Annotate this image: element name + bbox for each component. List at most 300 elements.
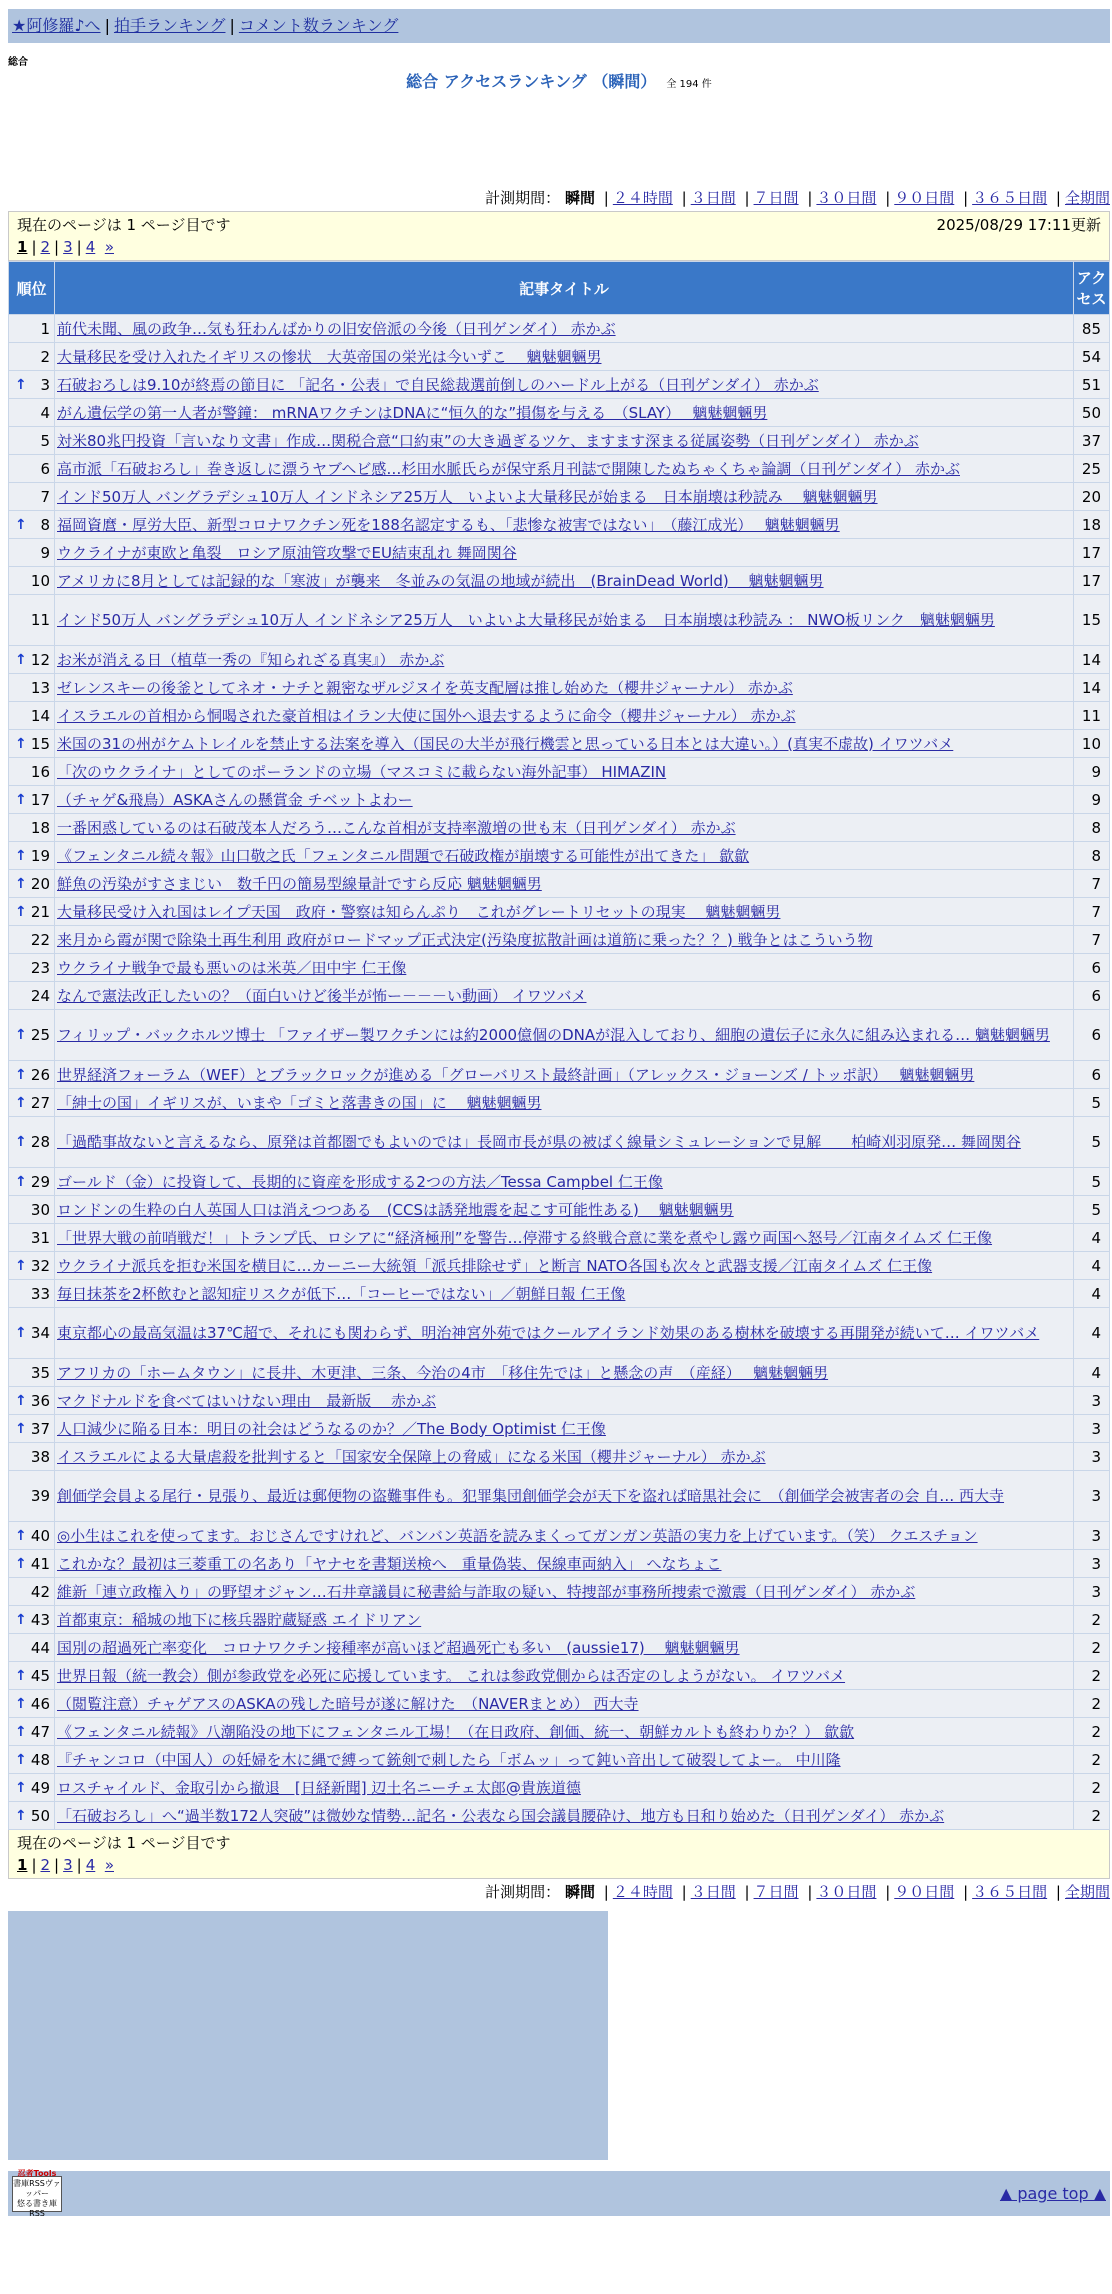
period-separator: | <box>681 189 687 207</box>
period-option[interactable]: ２４時間 <box>612 189 673 207</box>
rank-number: 34 <box>30 1324 50 1342</box>
title-cell <box>55 1280 1074 1308</box>
title-cell <box>55 567 1074 595</box>
rank-cell <box>9 567 55 595</box>
article-title-link[interactable]: 大量移民を受け入れたイギリスの惨状 大英帝国の栄光は今いずこ 魑魅魍魎男 <box>57 347 602 366</box>
article-title-link[interactable]: 前代未聞、風の政争…気も狂わんばかりの旧安倍派の今後（日刊ゲンダイ） 赤かぶ <box>57 319 616 338</box>
title-cell <box>55 1662 1074 1690</box>
access-count: 51 <box>1074 371 1110 399</box>
article-title-link[interactable]: （チャゲ&飛鳥）ASKAさんの懸賞金 チベットよわー <box>57 790 413 809</box>
article-title-link[interactable]: ◎小生はこれを使ってます。おじさんですけれど、バンバン英語を読みまくってガンガン英語の実力を上げています。（笑） クエスチョン <box>57 1526 978 1545</box>
article-title-link[interactable]: アフリカの「ホームタウン」に長井、木更津、三条、今治の4市 「移住先では」と懸念の声 （産経） 魑魅魍魎男 <box>57 1363 829 1382</box>
table-row <box>9 1196 1110 1224</box>
rank-cell <box>9 1196 55 1224</box>
rank-number: 30 <box>30 1200 50 1219</box>
title-cell <box>55 1802 1074 1830</box>
article-title-link[interactable]: 大量移民受け入れ国はレイプ天国 政府・警察は知らんぷり これがグレートリセットの現実 魑魅魍魎男 <box>57 902 781 921</box>
rank-up-arrow-icon: ↑ <box>15 847 27 864</box>
nav-link-comment-ranking[interactable]: コメント数ランキング <box>238 16 399 35</box>
access-count: 3 <box>1074 1387 1110 1415</box>
title-cell <box>55 1252 1074 1280</box>
article-title-link[interactable]: 『チャンコロ（中国人）の妊婦を木に縄で縛って銃剣で刺したら「ボムッ」って鈍い音出して破裂してよー。 中川隆 <box>57 1750 841 1769</box>
title-cell <box>55 315 1074 343</box>
rank-up-arrow-icon: ↑ <box>15 903 27 920</box>
access-count: 4 <box>1074 1252 1110 1280</box>
title-cell <box>55 1387 1074 1415</box>
access-count: 8 <box>1074 814 1110 842</box>
article-title-link[interactable]: がん遺伝学の第一人者が警鐘： mRNAワクチンはDNAに“恒久的な”損傷を与える （SLAY） 魑魅魍魎男 <box>57 403 768 422</box>
table-row <box>9 1415 1110 1443</box>
page-info-row <box>17 1832 1101 1854</box>
rank-cell <box>9 1280 55 1308</box>
page-separator: | <box>76 1856 82 1874</box>
rank-number: 29 <box>30 1172 50 1191</box>
table-row <box>9 730 1110 758</box>
page-link[interactable]: 3 <box>63 238 73 256</box>
rank-cell <box>9 1387 55 1415</box>
rank-up-arrow-icon: ↑ <box>15 1695 27 1712</box>
page-separator: | <box>31 1856 37 1874</box>
rank-cell <box>9 674 55 702</box>
rank-cell <box>9 371 55 399</box>
access-count: 3 <box>1074 1578 1110 1606</box>
table-row <box>9 1359 1110 1387</box>
table-row <box>9 1443 1110 1471</box>
rank-cell <box>9 1415 55 1443</box>
access-count: 14 <box>1074 646 1110 674</box>
article-title-link[interactable]: 世界日報（統一教会）側が参政党を必死に応援しています。 これは参政党側からは否定のしようがない。 イワツバメ <box>57 1666 846 1685</box>
period-option[interactable]: 全期間 <box>1064 1883 1110 1901</box>
article-title-link[interactable]: 毎日抹茶を2杯飲むと認知症リスクが低下…「コーヒーではない」／朝鮮日報 仁王像 <box>57 1284 626 1303</box>
rank-cell <box>9 1690 55 1718</box>
access-count: 8 <box>1074 842 1110 870</box>
table-row <box>9 842 1110 870</box>
article-title-link[interactable]: マクドナルドを食べてはいけない理由 最新版 赤かぶ <box>57 1391 437 1410</box>
rank-cell <box>9 1359 55 1387</box>
rank-number: 43 <box>30 1610 50 1629</box>
rank-number: 38 <box>30 1447 50 1466</box>
access-count: 2 <box>1074 1802 1110 1830</box>
rank-number: 16 <box>30 762 50 781</box>
article-title-link[interactable]: 首都東京：稲城の地下に核兵器貯蔵疑惑 エイドリアン <box>57 1610 422 1629</box>
access-count: 54 <box>1074 343 1110 371</box>
title-cell <box>55 842 1074 870</box>
table-row <box>9 1117 1110 1168</box>
article-title-link[interactable]: アメリカに8月としては記録的な「寒波」が襲来 冬並みの気温の地域が続出 (BrainDead World) 魑魅魍魎男 <box>57 571 824 590</box>
article-title-link[interactable]: 国別の超過死亡率変化 コロナワクチン接種率が高いほど超過死亡も多い (aussie17) 魑魅魍魎男 <box>57 1638 740 1657</box>
ad-spacer <box>8 93 1110 185</box>
title-cell <box>55 1010 1074 1061</box>
rank-number: 25 <box>30 1026 50 1044</box>
rank-up-arrow-icon: ↑ <box>15 1027 27 1043</box>
rank-cell <box>9 898 55 926</box>
table-row <box>9 427 1110 455</box>
access-count: 4 <box>1074 1280 1110 1308</box>
period-option[interactable]: ７日間 <box>753 1883 799 1901</box>
article-title-link[interactable]: ウクライナ戦争で最も悪いのは米英／田中宇 仁王像 <box>57 958 407 977</box>
access-count: 10 <box>1074 730 1110 758</box>
rank-number: 23 <box>30 958 50 977</box>
rank-number: 31 <box>30 1228 50 1247</box>
rank-cell <box>9 1522 55 1550</box>
rank-up-arrow-icon: ↑ <box>15 516 27 533</box>
table-row <box>9 1718 1110 1746</box>
article-title-link[interactable]: 高市派「石破おろし」巻き返しに漂うヤブヘビ感…杉田水脈氏らが保守系月刊誌で開陳したぬちゃくちゃ論調（日刊ゲンダイ） 赤かぶ <box>57 459 960 478</box>
pagination-bottom <box>8 1830 1110 1879</box>
access-count: 14 <box>1074 674 1110 702</box>
rank-number: 36 <box>30 1391 50 1410</box>
article-title-link[interactable]: 「石破おろし」へ“過半数172人突破”は微妙な情勢…記名・公表なら国会議員腰砕け、地方も日和り始めた（日刊ゲンダイ） 赤かぶ <box>57 1806 945 1825</box>
rank-cell <box>9 1117 55 1168</box>
title-cell <box>55 483 1074 511</box>
period-option[interactable]: ３６５日間 <box>972 189 1048 207</box>
article-title-link[interactable]: 「紳士の国」イギリスが、いまや「ゴミと落書きの国」に 魑魅魍魎男 <box>57 1093 542 1112</box>
rank-number: 42 <box>30 1582 50 1601</box>
access-count: 3 <box>1074 1550 1110 1578</box>
article-title-link[interactable]: ゴールド（金）に投資して、長期的に資産を形成する2つの方法／Tessa Campbel 仁王像 <box>57 1172 663 1191</box>
period-separator: | <box>807 1883 813 1901</box>
header-rank: 順位 <box>9 262 55 315</box>
rank-number: 45 <box>30 1666 50 1685</box>
rank-up-arrow-icon: ↑ <box>15 376 27 393</box>
article-title-link[interactable]: 《フェンタニル続々報》山口敬之氏「フェンタニル問題で石破政権が崩壊する可能性が出てきた」 歙歙 <box>57 846 750 865</box>
title-cell <box>55 1634 1074 1662</box>
title-cell <box>55 539 1074 567</box>
access-count: 5 <box>1074 1117 1110 1168</box>
rank-up-arrow-icon: ↑ <box>15 1555 27 1572</box>
period-option[interactable]: ９０日間 <box>894 1883 955 1901</box>
table-row <box>9 1061 1110 1089</box>
pagination-top <box>8 211 1110 261</box>
period-option[interactable]: ３０日間 <box>816 189 877 207</box>
table-row <box>9 1634 1110 1662</box>
table-row <box>9 1308 1110 1359</box>
period-option[interactable]: ９０日間 <box>894 189 955 207</box>
access-count: 2 <box>1074 1690 1110 1718</box>
title-cell <box>55 1718 1074 1746</box>
rank-cell <box>9 1061 55 1089</box>
logo-line: 書庫RSSヴァッパー <box>13 2178 61 2198</box>
article-title-link[interactable]: ウクライナが東欧と亀裂 ロシア原油管攻撃でEU結束乱れ 舞岡関谷 <box>57 543 517 562</box>
rank-number: 6 <box>40 459 50 478</box>
rank-number: 13 <box>30 678 50 697</box>
article-title-link[interactable]: 「世界大戦の前哨戦だ！」トランプ氏、ロシアに“経済極刑”を警告…停滞する終戦合意に業を煮やし露ウ両国へ怒号／江南タイムズ 仁王像 <box>57 1228 993 1247</box>
period-separator: | <box>603 1883 609 1901</box>
title-cell <box>55 1415 1074 1443</box>
rank-up-arrow-icon: ↑ <box>15 1257 27 1274</box>
article-title-link[interactable]: なんで憲法改正したいの？（面白いけど後半が怖ー－－－い動画） イワツバメ <box>57 986 587 1005</box>
table-row <box>9 702 1110 730</box>
article-title-link[interactable]: 東京都心の最高気温は37℃超で、それにも関わらず、明治神宮外苑ではクールアイランド効果のある樹林を破壊する再開発が続いて… イワツバメ <box>57 1324 1040 1342</box>
article-title-link[interactable]: フィリップ・バックホルツ博士 「ファイザー製ワクチンには約2000億個のDNAが混入しており、細胞の遺伝子に永久に組み込まれる… 魑魅魍魎男 <box>57 1026 1050 1044</box>
title-cell <box>55 1471 1074 1522</box>
access-count: 17 <box>1074 539 1110 567</box>
table-row <box>9 1606 1110 1634</box>
rank-cell <box>9 814 55 842</box>
title-cell <box>55 1089 1074 1117</box>
page-link[interactable]: 4 <box>85 238 96 256</box>
article-title-link[interactable]: お米が消える日（植草一秀の『知られざる真実』） 赤かぶ <box>57 650 445 669</box>
rank-cell <box>9 399 55 427</box>
rank-number: 17 <box>30 790 50 809</box>
title-cell <box>55 786 1074 814</box>
period-current: 瞬間 <box>564 189 595 207</box>
period-separator: | <box>744 1883 750 1901</box>
table-row <box>9 1746 1110 1774</box>
title-cell <box>55 595 1074 646</box>
rank-cell <box>9 842 55 870</box>
page-title <box>8 69 1110 93</box>
table-header-row <box>9 262 1110 315</box>
rank-number: 48 <box>30 1750 50 1769</box>
article-title-link[interactable]: これかな？最初は三菱重工の名あり「ヤナセを書類送検へ 重量偽装、保線車両納入」 へなちょこ <box>57 1554 722 1573</box>
table-row <box>9 567 1110 595</box>
access-count: 4 <box>1074 1359 1110 1387</box>
rank-number: 46 <box>30 1694 50 1713</box>
title-cell <box>55 1061 1074 1089</box>
rank-number: 15 <box>30 734 50 753</box>
article-title-link[interactable]: インド50万人 バングラデシュ10万人 インドネシア25万人 いよいよ大量移民が始まる 日本崩壊は秒読み 魑魅魍魎男 <box>57 487 878 506</box>
access-count: 17 <box>1074 567 1110 595</box>
table-row <box>9 1010 1110 1061</box>
rank-up-arrow-icon: ↑ <box>15 1094 27 1111</box>
page <box>8 9 1110 2216</box>
period-option[interactable]: ３日間 <box>690 189 736 207</box>
title-cell <box>55 982 1074 1010</box>
title-cell <box>55 870 1074 898</box>
article-title-link[interactable]: 対米80兆円投資「言いなり文書」作成…関税合意“口約束”の大き過ぎるツケ、ますます深まる従属姿勢（日刊ゲンダイ） 赤かぶ <box>57 431 919 450</box>
rank-cell <box>9 483 55 511</box>
article-title-link[interactable]: 維新「連立政権入り」の野望オジャン…石井章議員に秘書給与詐取の疑い、特捜部が事務所捜索で激震（日刊ゲンダイ） 赤かぶ <box>57 1582 916 1601</box>
article-title-link[interactable]: （閲覧注意）チャゲアスのASKAの残した暗号が遂に解けた （NAVERまとめ） 西大寺 <box>57 1694 639 1713</box>
rank-number: 5 <box>40 431 50 450</box>
title-cell <box>55 730 1074 758</box>
rank-cell <box>9 730 55 758</box>
article-title-link[interactable]: ロンドンの生粋の白人英国人口は消えつつある (CCSは誘発地震を起こす可能性ある) 魑魅魍魎男 <box>57 1200 734 1219</box>
table-row <box>9 954 1110 982</box>
page-link[interactable]: 2 <box>40 238 51 256</box>
title-cell <box>55 427 1074 455</box>
rank-up-arrow-icon: ↑ <box>15 1420 27 1437</box>
rank-number: 22 <box>30 930 50 949</box>
nav-separator: | <box>104 16 110 35</box>
access-count: 7 <box>1074 870 1110 898</box>
access-count: 7 <box>1074 926 1110 954</box>
rank-cell <box>9 702 55 730</box>
next-page-link[interactable]: » <box>104 1856 114 1874</box>
rank-number: 3 <box>40 375 50 394</box>
article-title-link[interactable]: 鮮魚の汚染がすさまじい 数千円の簡易型線量計ですら反応 魑魅魍魎男 <box>57 874 542 893</box>
article-title-link[interactable]: 「次のウクライナ」としてのポーランドの立場（マスコミに載らない海外記事） HIMAZIN <box>57 762 667 781</box>
article-title-link[interactable]: 世界経済フォーラム（WEF）とブラックロックが進める「グローバリスト最終計画」（アレックス・ジョーンズ / トッポ訳） 魑魅魍魎男 <box>57 1065 975 1084</box>
article-title-link[interactable]: 創価学会員よる尾行・見張り、最近は郵便物の盗難事件も。犯罪集団創価学会が天下を盗れば暗黒社会に （創価学会被害者の会 自… 西大寺 <box>57 1487 1005 1505</box>
title-cell <box>55 1774 1074 1802</box>
period-option[interactable]: ３日間 <box>690 1883 736 1901</box>
period-separator: | <box>807 189 813 207</box>
rank-number: 47 <box>30 1722 50 1741</box>
rank-up-arrow-icon: ↑ <box>15 875 27 892</box>
rss-logo[interactable] <box>12 2168 62 2218</box>
rank-cell <box>9 1252 55 1280</box>
nav-link-asyura[interactable]: ★阿修羅♪へ <box>12 16 101 35</box>
article-title-link[interactable]: 米国の31の州がケムトレイルを禁止する法案を導入（国民の大半が飛行機雲と思っている日本とは大違い。）(真実不虚故) イワツバメ <box>57 734 954 753</box>
page-title-text: 総合 アクセスランキング （瞬間） <box>406 72 657 91</box>
nav-link-applause-ranking[interactable]: 拍手ランキング <box>113 16 226 35</box>
table-row <box>9 1280 1110 1308</box>
period-option[interactable]: ２４時間 <box>612 1883 673 1901</box>
top-nav <box>8 9 1110 43</box>
period-option[interactable]: 全期間 <box>1064 189 1110 207</box>
access-count: 3 <box>1074 1443 1110 1471</box>
current-page-text: 現在のページは 1 ページ目です <box>17 1834 231 1852</box>
rank-up-arrow-icon: ↑ <box>15 1173 27 1190</box>
rank-cell <box>9 315 55 343</box>
table-row <box>9 646 1110 674</box>
table-row <box>9 674 1110 702</box>
access-count: 50 <box>1074 399 1110 427</box>
access-count: 2 <box>1074 1718 1110 1746</box>
table-row <box>9 1089 1110 1117</box>
table-row <box>9 595 1110 646</box>
rank-number: 4 <box>40 403 50 422</box>
page-link-current: 1 <box>17 238 28 256</box>
updated-timestamp: 2025/08/29 17:11更新 <box>936 216 1101 234</box>
article-title-link[interactable]: 人口減少に陥る日本：明日の社会はどうなるのか？／The Body Optimist 仁王像 <box>57 1419 606 1438</box>
header-title: 記事タイトル <box>55 262 1074 315</box>
rank-number: 14 <box>30 706 50 725</box>
page-separator: | <box>54 238 60 256</box>
table-row <box>9 758 1110 786</box>
rank-cell <box>9 954 55 982</box>
title-cell <box>55 1308 1074 1359</box>
access-count: 2 <box>1074 1746 1110 1774</box>
period-option[interactable]: ３６５日間 <box>972 1883 1048 1901</box>
title-cell <box>55 399 1074 427</box>
article-title-link[interactable]: イスラエルによる大量虐殺を批判すると「国家安全保障上の脅威」になる米国（櫻井ジャーナル） 赤かぶ <box>57 1447 766 1466</box>
rank-cell <box>9 455 55 483</box>
rank-cell <box>9 595 55 646</box>
article-title-link[interactable]: 福岡資麿・厚労大臣、新型コロナワクチン死を188名認定するも、「悲惨な被害ではない」 （藤江成光） 魑魅魍魎男 <box>57 515 840 534</box>
rank-number: 39 <box>30 1487 50 1505</box>
title-cell <box>55 1522 1074 1550</box>
table-row <box>9 1578 1110 1606</box>
table-row <box>9 315 1110 343</box>
table-row <box>9 455 1110 483</box>
page-link[interactable]: 4 <box>85 1856 96 1874</box>
rank-cell <box>9 427 55 455</box>
article-title-link[interactable]: 石破おろしは9.10が終焉の節目に 「記名・公表」で自民総裁選前倒しのハードル上がる（日刊ゲンダイ） 赤かぶ <box>57 375 819 394</box>
table-row <box>9 1550 1110 1578</box>
table-row <box>9 870 1110 898</box>
access-count: 2 <box>1074 1634 1110 1662</box>
period-separator: | <box>744 189 750 207</box>
rank-number: 33 <box>30 1284 50 1303</box>
article-title-link[interactable]: 来月から霞が関で除染土再生利用 政府がロードマップ正式決定(汚染度拡散計画は道筋に乗った？？) 戦争とはこういう物 <box>57 930 873 949</box>
page-link[interactable]: 3 <box>63 1856 73 1874</box>
rank-cell <box>9 1550 55 1578</box>
article-title-link[interactable]: ロスチャイルド、金取引から撤退 [日経新聞] 辺土名ニーチェ太郎@貴族道德 <box>57 1778 581 1797</box>
title-cell <box>55 1578 1074 1606</box>
access-count: 6 <box>1074 1010 1110 1061</box>
nav-separator: | <box>229 16 235 35</box>
period-separator: | <box>681 1883 687 1901</box>
rank-number: 28 <box>30 1133 50 1151</box>
period-separator: | <box>885 189 891 207</box>
total-count: 全 194 件 <box>666 79 712 90</box>
article-title-link[interactable]: ウクライナ派兵を拒む米国を横目に…カーニー大統領「派兵排除せず」と断言 NATO各国も次々と武器支援／江南タイムズ 仁王像 <box>57 1256 933 1275</box>
rank-cell <box>9 1746 55 1774</box>
rank-number: 50 <box>30 1806 50 1825</box>
article-title-link[interactable]: ゼレンスキーの後釜としてネオ・ナチと親密なザルジヌイを英支配層は推し始めた（櫻井ジャーナル） 赤かぶ <box>57 678 793 697</box>
access-count: 2 <box>1074 1606 1110 1634</box>
article-title-link[interactable]: 《フェンタニル続報》八潮陥没の地下にフェンタニル工場！（在日政府、創価、統一、朝鮮カルトも終わりか？） 歙歙 <box>57 1722 855 1741</box>
title-cell <box>55 1690 1074 1718</box>
table-row <box>9 1224 1110 1252</box>
access-count: 3 <box>1074 1415 1110 1443</box>
article-title-link[interactable]: インド50万人 バングラデシュ10万人 インドネシア25万人 いよいよ大量移民が始まる 日本崩壊は秒読み ： NWO板リンク 魑魅魍魎男 <box>57 611 995 629</box>
table-row <box>9 898 1110 926</box>
period-label: 計測期間： <box>485 1883 561 1901</box>
period-option[interactable]: ７日間 <box>753 189 799 207</box>
title-cell <box>55 511 1074 539</box>
title-cell <box>55 1550 1074 1578</box>
period-option[interactable]: ３０日間 <box>816 1883 877 1901</box>
rank-number: 41 <box>30 1554 50 1573</box>
rank-up-arrow-icon: ↑ <box>15 1134 27 1150</box>
period-separator: | <box>1055 1883 1061 1901</box>
page-top-link[interactable]: ▲ page top ▲ <box>999 2184 1106 2203</box>
page-links <box>17 1854 1101 1876</box>
rank-cell <box>9 1471 55 1522</box>
rank-number: 24 <box>30 986 50 1005</box>
rank-cell <box>9 1010 55 1061</box>
rank-cell <box>9 758 55 786</box>
title-cell <box>55 1606 1074 1634</box>
access-count: 20 <box>1074 483 1110 511</box>
table-row <box>9 343 1110 371</box>
title-cell <box>55 814 1074 842</box>
access-count: 4 <box>1074 1308 1110 1359</box>
period-selector-bottom <box>8 1879 1110 1905</box>
rank-number: 18 <box>30 818 50 837</box>
rank-number: 35 <box>30 1363 50 1382</box>
next-page-link[interactable]: » <box>104 238 114 256</box>
page-link[interactable]: 2 <box>40 1856 51 1874</box>
table-row <box>9 1471 1110 1522</box>
table-row <box>9 1168 1110 1196</box>
page-links <box>17 236 1101 258</box>
period-separator: | <box>963 189 969 207</box>
ranking-table <box>8 261 1110 1830</box>
ranking-body <box>9 315 1110 1830</box>
period-separator: | <box>963 1883 969 1901</box>
rank-up-arrow-icon: ↑ <box>15 651 27 668</box>
article-title-link[interactable]: 「過酷事故ないと言えるなら、原発は首都圏でもよいのでは」長岡市長が県の被ばく線量シミュレーションで見解 柏崎刈羽原発… 舞岡関谷 <box>57 1133 1021 1151</box>
rank-up-arrow-icon: ↑ <box>15 1392 27 1409</box>
article-title-link[interactable]: イスラエルの首相から恫喝された豪首相はイラン大使に国外へ退去するように命令（櫻井ジャーナル） 赤かぶ <box>57 706 796 725</box>
rank-number: 10 <box>30 571 50 590</box>
rank-cell <box>9 511 55 539</box>
rank-up-arrow-icon: ↑ <box>15 1611 27 1628</box>
access-count: 25 <box>1074 455 1110 483</box>
rank-cell <box>9 1802 55 1830</box>
access-count: 11 <box>1074 702 1110 730</box>
title-cell <box>55 1224 1074 1252</box>
article-title-link[interactable]: 一番困惑しているのは石破茂本人だろう…こんな首相が支持率激増の世も末（日刊ゲンダイ） 赤かぶ <box>57 818 736 837</box>
title-cell <box>55 371 1074 399</box>
access-count: 6 <box>1074 1061 1110 1089</box>
title-cell <box>55 702 1074 730</box>
